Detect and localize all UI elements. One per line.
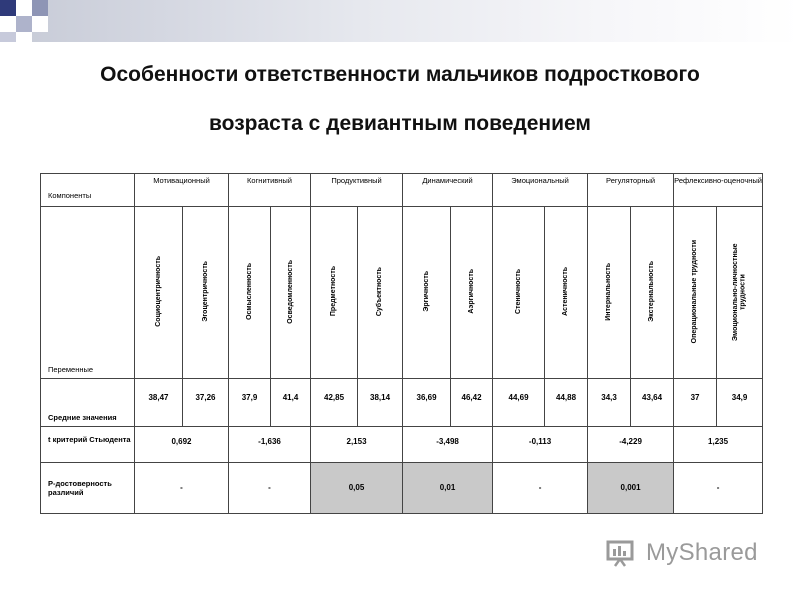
component-header: Продуктивный	[311, 174, 403, 207]
mean-value: 44,69	[493, 379, 545, 427]
variable-header: Интернальность	[588, 207, 631, 379]
responsibility-table	[40, 173, 763, 514]
decor-square-3	[32, 0, 48, 16]
component-header: Регуляторный	[588, 174, 674, 207]
t-value: 0,692	[135, 427, 229, 463]
mean-value: 44,88	[545, 379, 588, 427]
t-value: -3,498	[403, 427, 493, 463]
component-header: Динамический	[403, 174, 493, 207]
variable-header: Осмысленность	[229, 207, 271, 379]
decor-square-8	[32, 16, 48, 32]
t-test-row	[41, 427, 763, 463]
variable-header: Стеничность	[493, 207, 545, 379]
component-header: Когнитивный	[229, 174, 311, 207]
mean-value: 41,4	[271, 379, 311, 427]
variable-header: Астеничность	[545, 207, 588, 379]
variable-header: Операциональные трудности	[674, 207, 717, 379]
p-value: -	[135, 463, 229, 514]
variable-header: Предметность	[311, 207, 358, 379]
t-value: -4,229	[588, 427, 674, 463]
decor-square-2	[16, 0, 32, 16]
p-value: 0,001	[588, 463, 674, 514]
t-value: -0,113	[493, 427, 588, 463]
decor-square-1	[0, 0, 16, 16]
variable-header: Субъектность	[358, 207, 403, 379]
presentation-board-icon	[606, 539, 636, 567]
p-value-row	[41, 463, 763, 514]
p-value: 0,01	[403, 463, 493, 514]
decor-square-6	[0, 32, 16, 42]
component-header: Рефлексивно-оценочный	[674, 174, 763, 207]
variable-header: Социоцентричность	[135, 207, 183, 379]
mean-value: 36,69	[403, 379, 451, 427]
decor-square-4	[0, 16, 16, 32]
variables-label: Переменные	[41, 207, 135, 379]
p-value: -	[674, 463, 763, 514]
components-label: Компоненты	[41, 174, 135, 207]
variable-header: Аэргичность	[451, 207, 493, 379]
variable-header: Эргичность	[403, 207, 451, 379]
slide-title-line-1: Особенности ответственности мальчиков подросткового	[100, 63, 700, 86]
component-header: Мотивационный	[135, 174, 229, 207]
p-value-label: Р-достоверность различий	[41, 463, 135, 514]
variables-row	[41, 207, 763, 379]
mean-value: 38,14	[358, 379, 403, 427]
top-gradient-bar	[0, 0, 800, 42]
variable-header: Эгоцентричность	[183, 207, 229, 379]
p-value: -	[229, 463, 311, 514]
mean-value: 38,47	[135, 379, 183, 427]
mean-value: 46,42	[451, 379, 493, 427]
p-value: 0,05	[311, 463, 403, 514]
t-value: 2,153	[311, 427, 403, 463]
mean-value: 34,9	[717, 379, 763, 427]
variable-header: Эмоционально-личностные трудности	[717, 207, 763, 379]
mean-value: 37,26	[183, 379, 229, 427]
mean-value: 43,64	[631, 379, 674, 427]
means-label: Средние значения	[41, 379, 135, 427]
component-header: Эмоциональный	[493, 174, 588, 207]
mean-value: 37	[674, 379, 717, 427]
p-value: -	[493, 463, 588, 514]
mean-value: 37,9	[229, 379, 271, 427]
components-row	[41, 174, 763, 207]
t-value: 1,235	[674, 427, 763, 463]
mean-value: 42,85	[311, 379, 358, 427]
variable-header: Экстернальность	[631, 207, 674, 379]
t-test-label: t критерий Стьюдента	[41, 427, 135, 463]
t-value: -1,636	[229, 427, 311, 463]
mean-value: 34,3	[588, 379, 631, 427]
decor-square-7	[16, 32, 32, 42]
slide-title-line-2: возраста с девиантным поведением	[209, 112, 591, 135]
decor-square-5	[16, 16, 32, 32]
variable-header: Осведомленность	[271, 207, 311, 379]
watermark-text: MyShared	[646, 539, 758, 566]
means-row	[41, 379, 763, 427]
